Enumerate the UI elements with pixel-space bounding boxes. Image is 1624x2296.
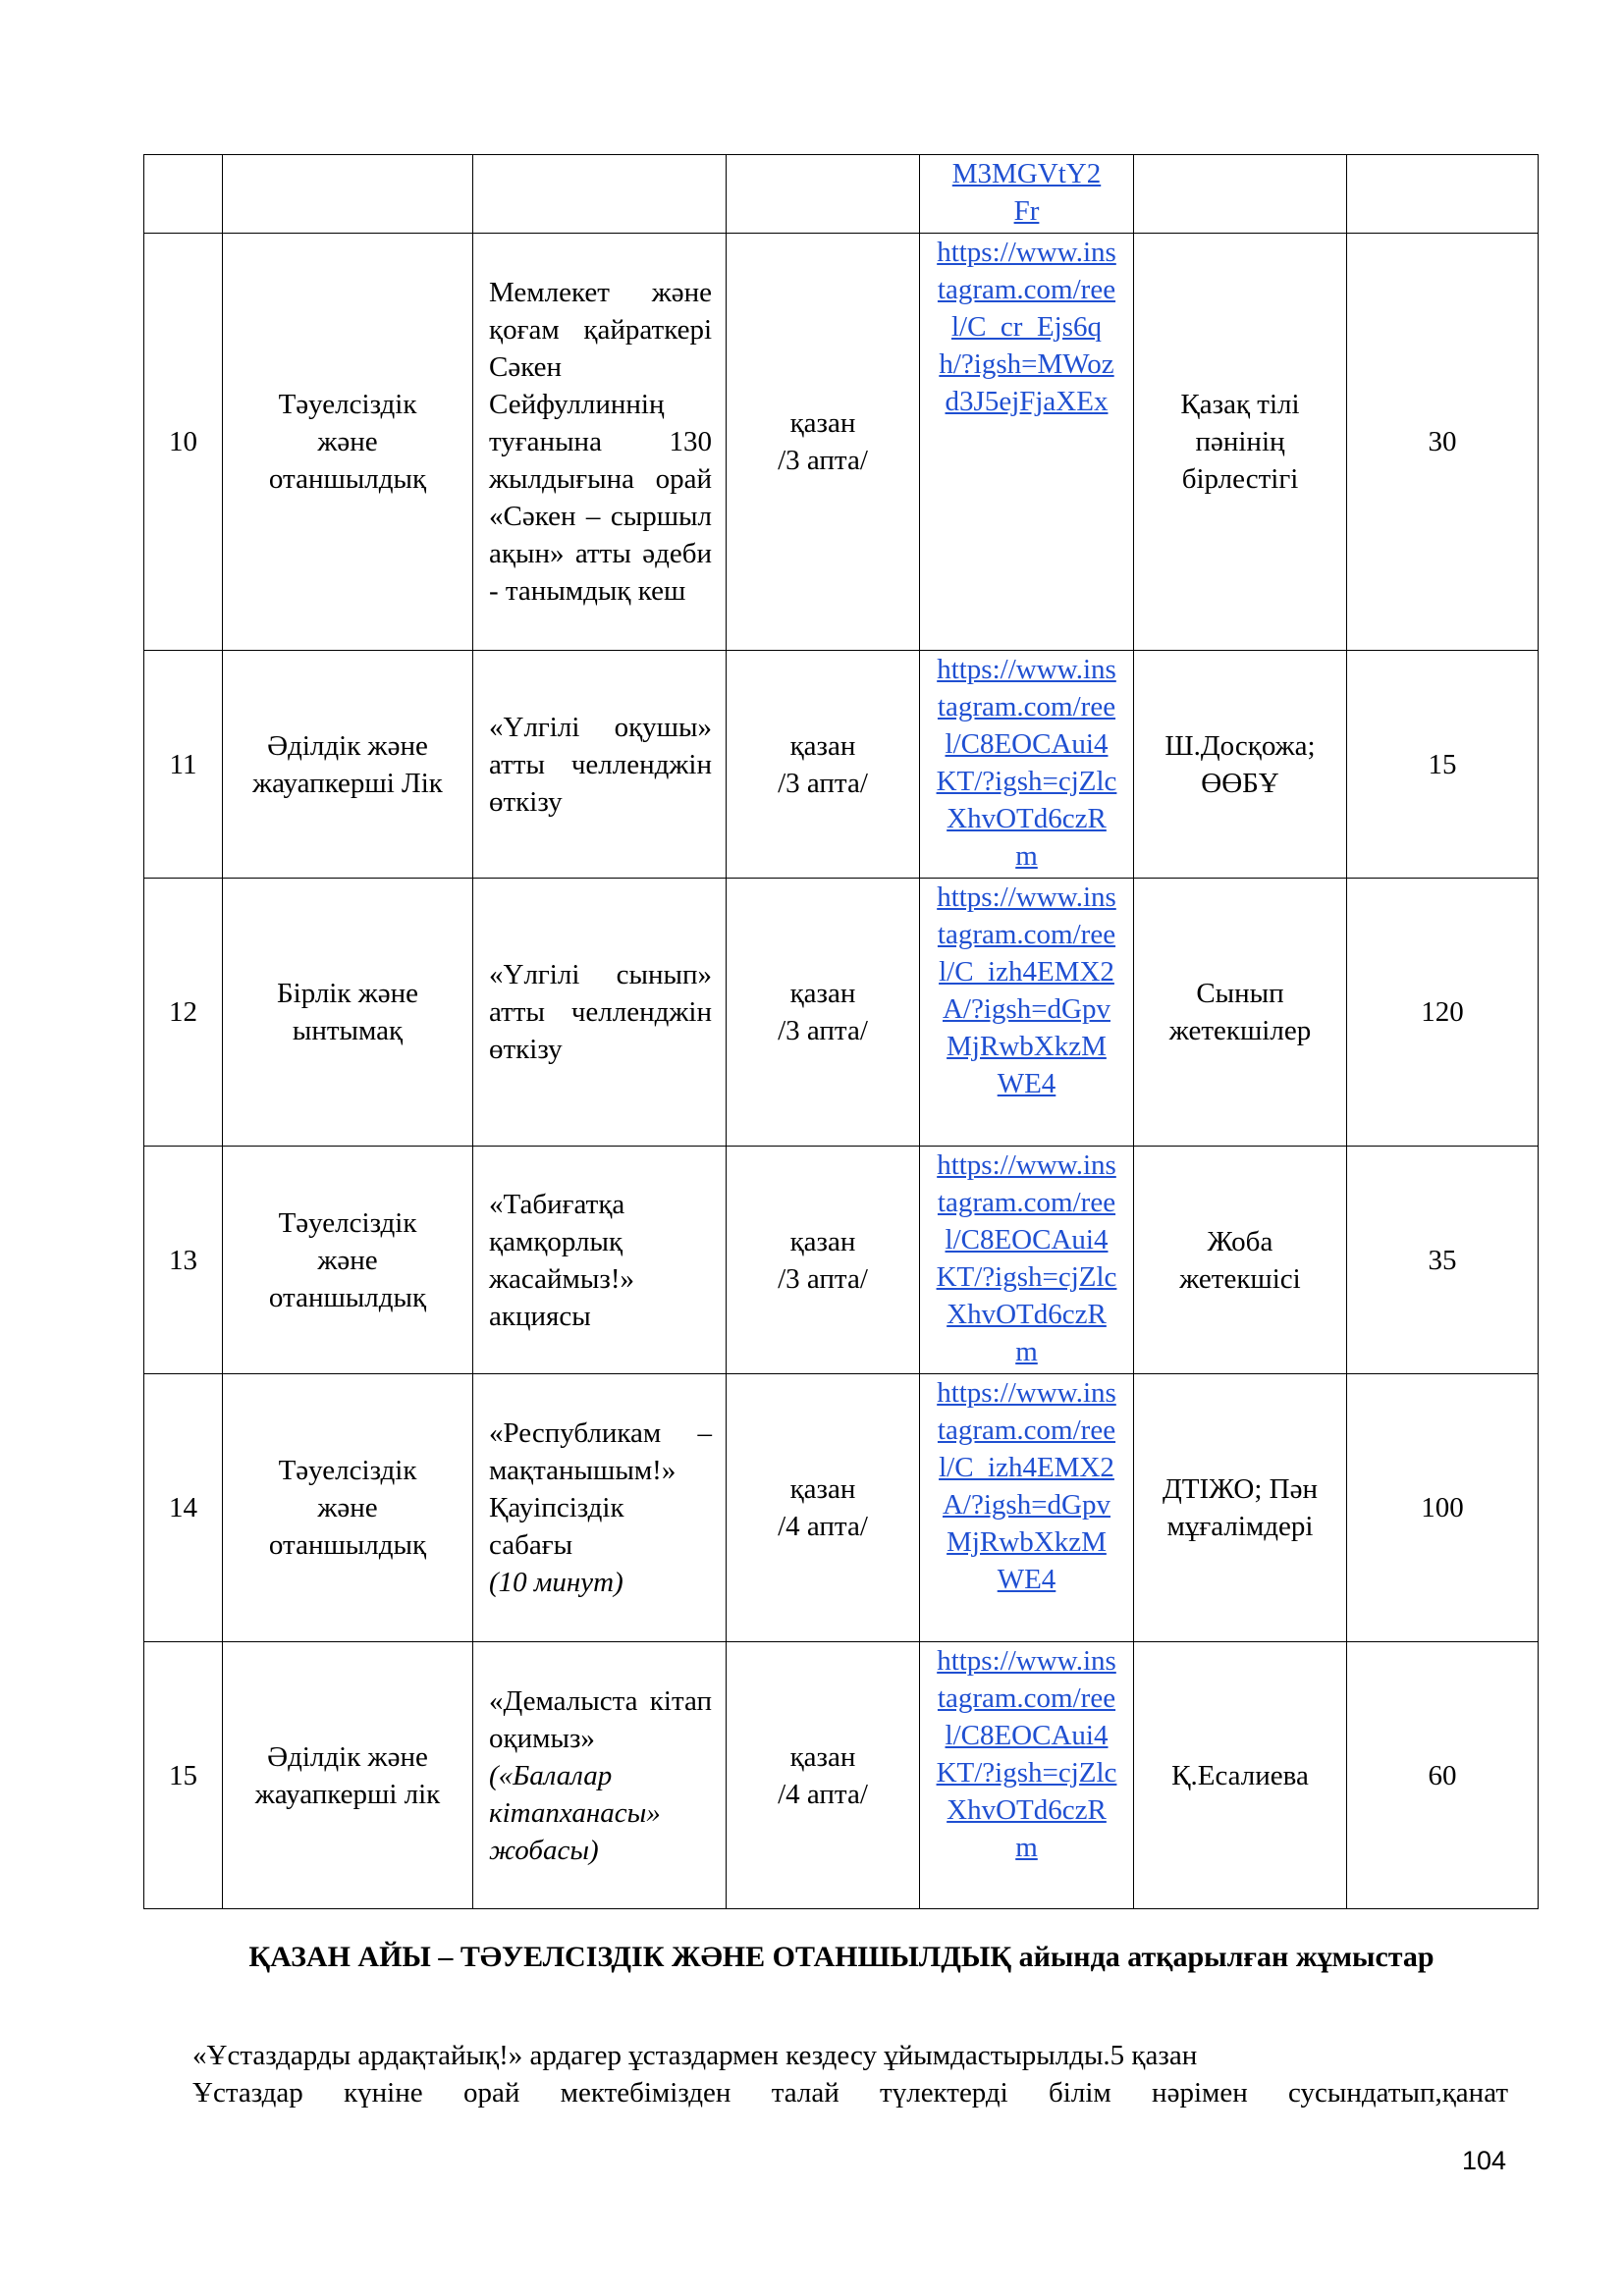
date-week: /3 апта/ [778,445,868,476]
row-event [473,1374,727,1642]
row-value: Бірлік және ынтымақ [223,879,473,1147]
table-row [144,1374,1539,1642]
row-number: 10 [144,234,223,651]
events-table [143,154,1539,1909]
row-number: 11 [144,651,223,879]
event-note: («Балалар кітапханасы» жобасы) [489,1759,661,1866]
event-text: «Табиғатқа қамқорлық жасаймыз!» акциясы [489,1188,634,1332]
row-count: 120 [1347,879,1539,1147]
date-week: /4 апта/ [778,1778,868,1810]
table-row [144,234,1539,651]
row-link [920,1642,1134,1909]
row-number: 15 [144,1642,223,1909]
row-value: Әділдік және жауапкерші лік [223,1642,473,1909]
instagram-link[interactable]: M3MGVtY2 Fr [951,158,1102,227]
row-event [473,879,727,1147]
row-date [727,1374,920,1642]
event-text: Мемлекет және қоғам қайраткері Сәкен Сейфуллиннің туғанына 130 жылдығына орай «Сәкен – сыршыл ақын» атты әдеби - танымдық кеш [489,277,712,607]
cell-empty [1134,155,1347,234]
page-number: 104 [1461,2146,1506,2175]
event-text: «Республикам – мақтанышым!» Қауіпсіздік сабағы [489,1417,712,1561]
date-month: қазан [789,1740,856,1773]
row-event [473,1642,727,1909]
table-row [144,879,1539,1147]
row-date [727,234,920,651]
event-note: (10 минут) [489,1567,623,1598]
table-row [144,1147,1539,1374]
row-count: 30 [1347,234,1539,651]
instagram-link[interactable]: https://www.instagram.com/reel/C8EOCAui4KT/?igsh=cjZlcXhvOTd6czRm [936,1149,1117,1367]
table-row-continued [144,155,1539,234]
row-value: Әділдік және жауапкерші Лік [223,651,473,879]
row-count: 35 [1347,1147,1539,1374]
date-week: /3 апта/ [778,1015,868,1046]
row-value: Тәуелсіздік және отаншылдық [223,234,473,651]
date-week: /3 апта/ [778,767,868,799]
row-link [920,651,1134,879]
instagram-link[interactable]: https://www.instagram.com/reel/C_izh4EMX2A/?igsh=dGpvMjRwbXkzMWE4 [937,1377,1116,1595]
event-text: «Үлгілі сынып» атты челленджін өткізу [489,959,712,1065]
row-responsible: Қ.Есалиева [1134,1642,1347,1909]
date-month: қазан [789,1473,856,1505]
row-responsible: Сынып жетекшілер [1134,879,1347,1147]
row-event [473,1147,727,1374]
row-number: 14 [144,1374,223,1642]
row-number: 12 [144,879,223,1147]
row-responsible: Ш.Досқожа; ӨӨБҰ [1134,651,1347,879]
event-text: «Үлгілі оқушы» атты челленджін өткізу [489,711,712,818]
cell-empty [223,155,473,234]
row-count: 100 [1347,1374,1539,1642]
row-link [920,879,1134,1147]
date-month: қазан [789,978,856,1009]
body-paragraph-line-2: Ұстаздар күніне орай мектебімізден талай түлектерді білім нәрімен сусындатып,қанат [192,2077,1508,2109]
row-value: Тәуелсіздік және отаншылдық [223,1147,473,1374]
row-count: 60 [1347,1642,1539,1909]
cell-link [920,155,1134,234]
cell-empty [473,155,727,234]
row-date [727,1147,920,1374]
row-link [920,1147,1134,1374]
body-paragraph-line-1: «Ұстаздарды ардақтайық!» ардагер ұстаздармен кездесу ұйымдастырылды.5 қазан [192,2040,1198,2071]
row-date [727,651,920,879]
table-row [144,1642,1539,1909]
row-count: 15 [1347,651,1539,879]
row-value: Тәуелсіздік және отаншылдық [223,1374,473,1642]
row-link [920,234,1134,651]
row-event [473,651,727,879]
instagram-link[interactable]: https://www.instagram.com/reel/C8EOCAui4KT/?igsh=cjZlcXhvOTd6czRm [936,1645,1117,1863]
row-event [473,234,727,651]
row-date [727,879,920,1147]
row-responsible: ДТІЖО; Пән мұғалімдері [1134,1374,1347,1642]
cell-empty [144,155,223,234]
row-responsible: Қазақ тілі пәнінің бірлестігі [1134,234,1347,651]
date-month: қазан [789,1225,856,1257]
row-number: 13 [144,1147,223,1374]
date-week: /4 апта/ [778,1511,868,1542]
cell-empty [1347,155,1539,234]
row-date [727,1642,920,1909]
date-month: қазан [789,407,856,439]
instagram-link[interactable]: https://www.instagram.com/reel/C8EOCAui4KT/?igsh=cjZlcXhvOTd6czRm [936,654,1117,872]
cell-empty [727,155,920,234]
event-text: «Демалыста кітап оқимыз» [489,1684,712,1754]
instagram-link[interactable]: https://www.instagram.com/reel/C_izh4EMX2A/?igsh=dGpvMjRwbXkzMWE4 [937,881,1116,1099]
instagram-link[interactable]: https://www.instagram.com/reel/C_cr_Ejs6qh/?igsh=MWozd3J5ejFjaXEx [937,237,1116,417]
row-responsible: Жоба жетекшісі [1134,1147,1347,1374]
section-heading: ҚАЗАН АЙЫ – ТӘУЕЛСІЗДІК ЖӘНЕ ОТАНШЫЛДЫҚ айында атқарылған жұмыстар [248,1941,1435,1973]
table-row [144,651,1539,879]
date-month: қазан [789,729,856,762]
date-week: /3 апта/ [778,1262,868,1295]
row-link [920,1374,1134,1642]
